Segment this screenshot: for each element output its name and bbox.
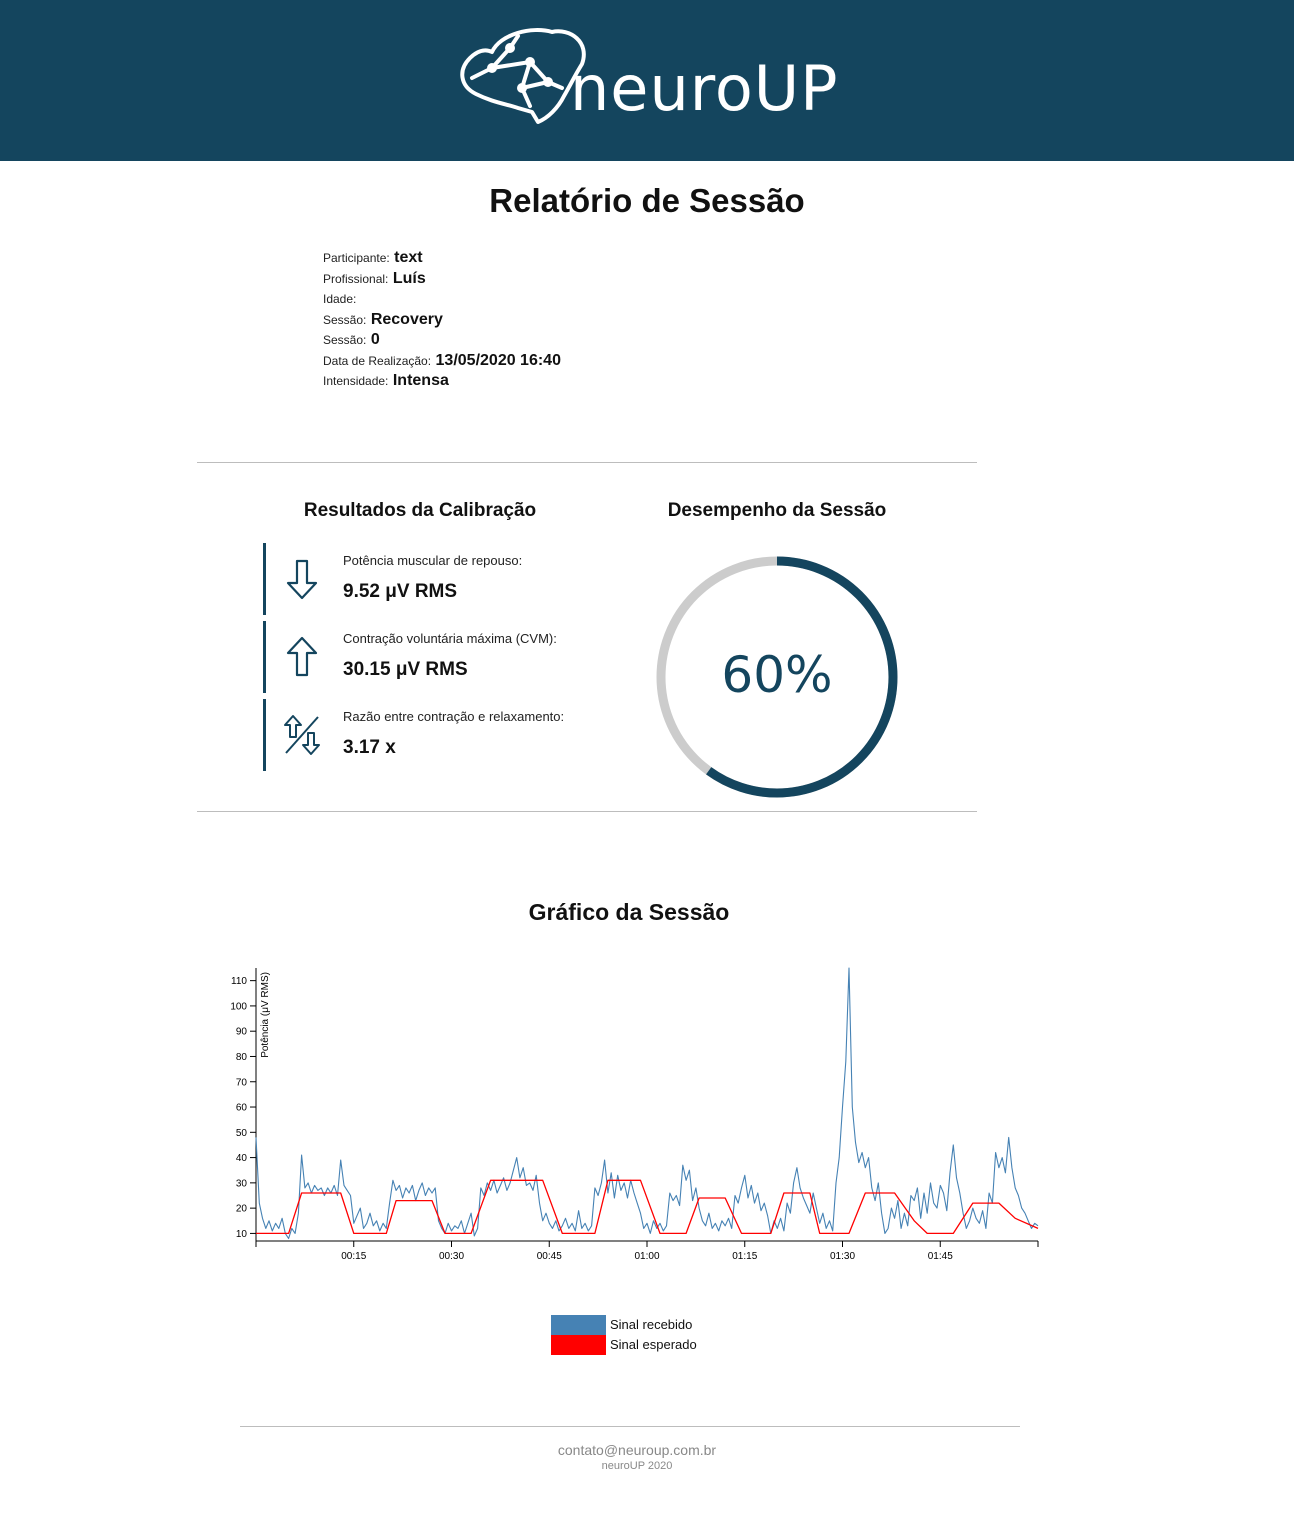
x-tick-label: 00:45 bbox=[536, 1251, 562, 1260]
info-age: Idade: bbox=[323, 292, 357, 306]
x-tick-label: 01:00 bbox=[634, 1251, 660, 1260]
calibration-max-contraction: Contração voluntária máxima (CVM): 30.15 μV RMS bbox=[263, 621, 586, 693]
performance-title: Desempenho da Sessão bbox=[667, 500, 887, 521]
page-title: Relatório de Sessão bbox=[489, 182, 805, 219]
y-tick-label: 70 bbox=[235, 1077, 247, 1089]
divider-top bbox=[197, 462, 977, 463]
calibration-title: Resultados da Calibração bbox=[303, 500, 537, 521]
chart-legend bbox=[551, 1315, 751, 1355]
x-tick-label: 00:15 bbox=[341, 1251, 367, 1260]
info-intensity: Intensidade: Intensa bbox=[323, 372, 449, 389]
x-tick-label: 00:30 bbox=[438, 1251, 465, 1260]
chart-title: Gráfico da Sessão bbox=[528, 899, 730, 925]
ratio-arrows-icon bbox=[282, 713, 322, 757]
x-tick-label: 01:15 bbox=[732, 1251, 758, 1260]
legend-item-expected: Sinal esperado bbox=[551, 1335, 751, 1355]
footer-divider bbox=[240, 1426, 1020, 1427]
x-tick-label: 01:30 bbox=[829, 1251, 856, 1260]
y-axis-label: Potência (μV RMS) bbox=[260, 972, 271, 1058]
info-date: Data de Realização: 13/05/2020 16:40 bbox=[323, 351, 561, 369]
y-tick-label: 40 bbox=[235, 1153, 247, 1165]
header-bar bbox=[0, 0, 1294, 161]
info-professional: Profissional: Luís bbox=[323, 269, 426, 287]
x-tick-label: 01:45 bbox=[927, 1251, 953, 1260]
session-info bbox=[323, 248, 561, 392]
contact-email: contato@neuroup.com.br bbox=[557, 1442, 717, 1458]
y-tick-label: 80 bbox=[235, 1051, 247, 1063]
y-tick-label: 100 bbox=[230, 1001, 247, 1013]
y-tick-label: 110 bbox=[231, 976, 247, 988]
performance-percent: 60% bbox=[721, 646, 833, 704]
info-participant: Participante: text bbox=[323, 249, 423, 266]
legend-item-received: Sinal recebido bbox=[551, 1315, 751, 1335]
info-session-number: Sessão: 0 bbox=[323, 331, 380, 348]
session-chart bbox=[0, 960, 1294, 1260]
y-tick-label: 90 bbox=[235, 1026, 247, 1038]
copyright-text: neuroUP 2020 bbox=[601, 1460, 673, 1472]
brand-name: neuroUP bbox=[570, 52, 839, 125]
y-tick-label: 50 bbox=[235, 1127, 247, 1139]
y-tick-label: 60 bbox=[235, 1102, 247, 1114]
y-tick-label: 20 bbox=[235, 1203, 247, 1215]
arrow-up-icon bbox=[282, 635, 322, 679]
calibration-rest-power: Potência muscular de repouso: 9.52 μV RMS bbox=[263, 543, 586, 615]
y-tick-label: 10 bbox=[235, 1228, 247, 1240]
calibration-ratio: Razão entre contração e relaxamento: 3.17 x bbox=[263, 699, 586, 771]
y-tick-label: 30 bbox=[235, 1178, 247, 1190]
legend-swatch-received bbox=[551, 1315, 606, 1335]
info-session-name: Sessão: Recovery bbox=[323, 310, 443, 328]
arrow-down-icon bbox=[282, 557, 322, 601]
divider-bottom bbox=[197, 811, 977, 812]
legend-swatch-expected bbox=[551, 1335, 606, 1355]
